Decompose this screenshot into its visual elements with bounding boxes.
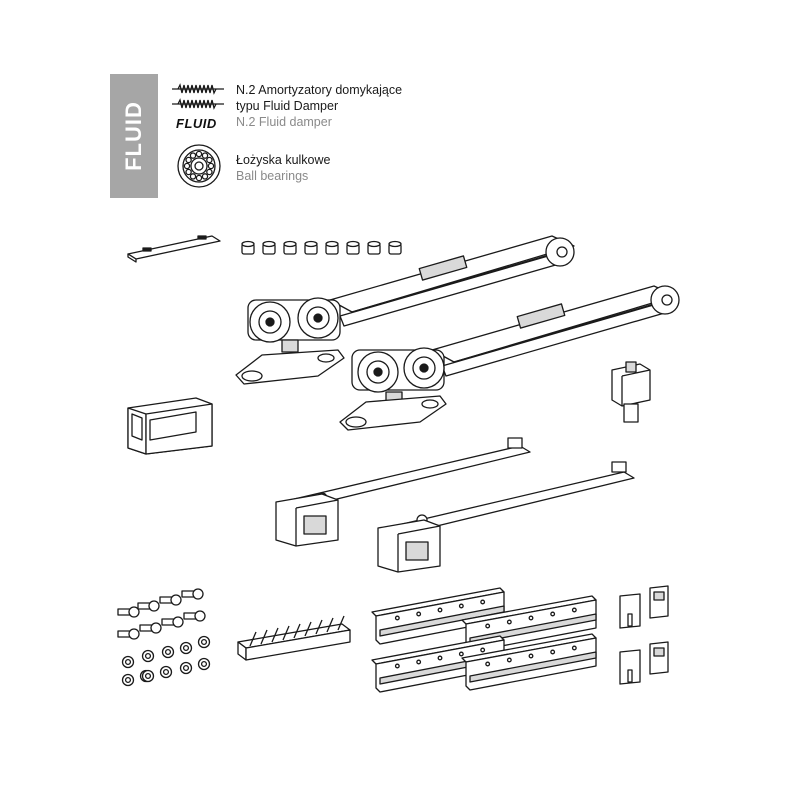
screw xyxy=(182,589,203,599)
stopper-cap xyxy=(326,242,338,255)
damper-label-en: N.2 Fluid damper xyxy=(236,115,332,129)
nut xyxy=(199,637,210,648)
damper-label-pl-2: typu Fluid Damper xyxy=(236,99,339,113)
stopper-cap xyxy=(263,242,275,255)
stopper-cap xyxy=(368,242,380,255)
nut xyxy=(163,647,174,658)
screw xyxy=(140,623,161,633)
screw xyxy=(118,629,139,639)
stopper-cap xyxy=(305,242,317,255)
nut xyxy=(143,671,154,682)
bearing-label-en: Ball bearings xyxy=(236,169,309,183)
nut xyxy=(181,663,192,674)
mounting-base-2 xyxy=(340,396,446,430)
screw xyxy=(184,611,205,621)
stopper-cap xyxy=(389,242,401,255)
stopper-cap xyxy=(242,242,254,255)
roller-carriage-2 xyxy=(352,348,444,404)
stopper-cap xyxy=(347,242,359,255)
nuts xyxy=(123,637,210,686)
stopper-caps xyxy=(242,242,401,255)
side-tab-label: FLUID xyxy=(121,101,146,171)
mounting-base-1 xyxy=(236,350,344,384)
nut xyxy=(123,657,134,668)
stopper-cap xyxy=(284,242,296,255)
screw xyxy=(162,617,183,627)
nut xyxy=(161,667,172,678)
fluid-logo: FLUID xyxy=(176,116,217,131)
nut xyxy=(123,675,134,686)
ribbed-strip xyxy=(238,616,350,660)
screw xyxy=(160,595,181,605)
screw xyxy=(138,601,159,611)
nut xyxy=(181,643,192,654)
bearing-label-pl: Łożyska kulkowe xyxy=(236,153,331,167)
nut xyxy=(143,651,154,662)
clip-part xyxy=(612,362,650,422)
bracket-plates xyxy=(620,586,668,684)
damper-label-pl-1: N.2 Amortyzatory domykające xyxy=(236,83,403,97)
u-block-part xyxy=(128,398,212,454)
nut xyxy=(199,659,210,670)
flat-plate-part xyxy=(128,236,220,262)
roller-carriage-1 xyxy=(248,298,340,352)
screws xyxy=(118,589,205,639)
screw xyxy=(118,607,139,617)
